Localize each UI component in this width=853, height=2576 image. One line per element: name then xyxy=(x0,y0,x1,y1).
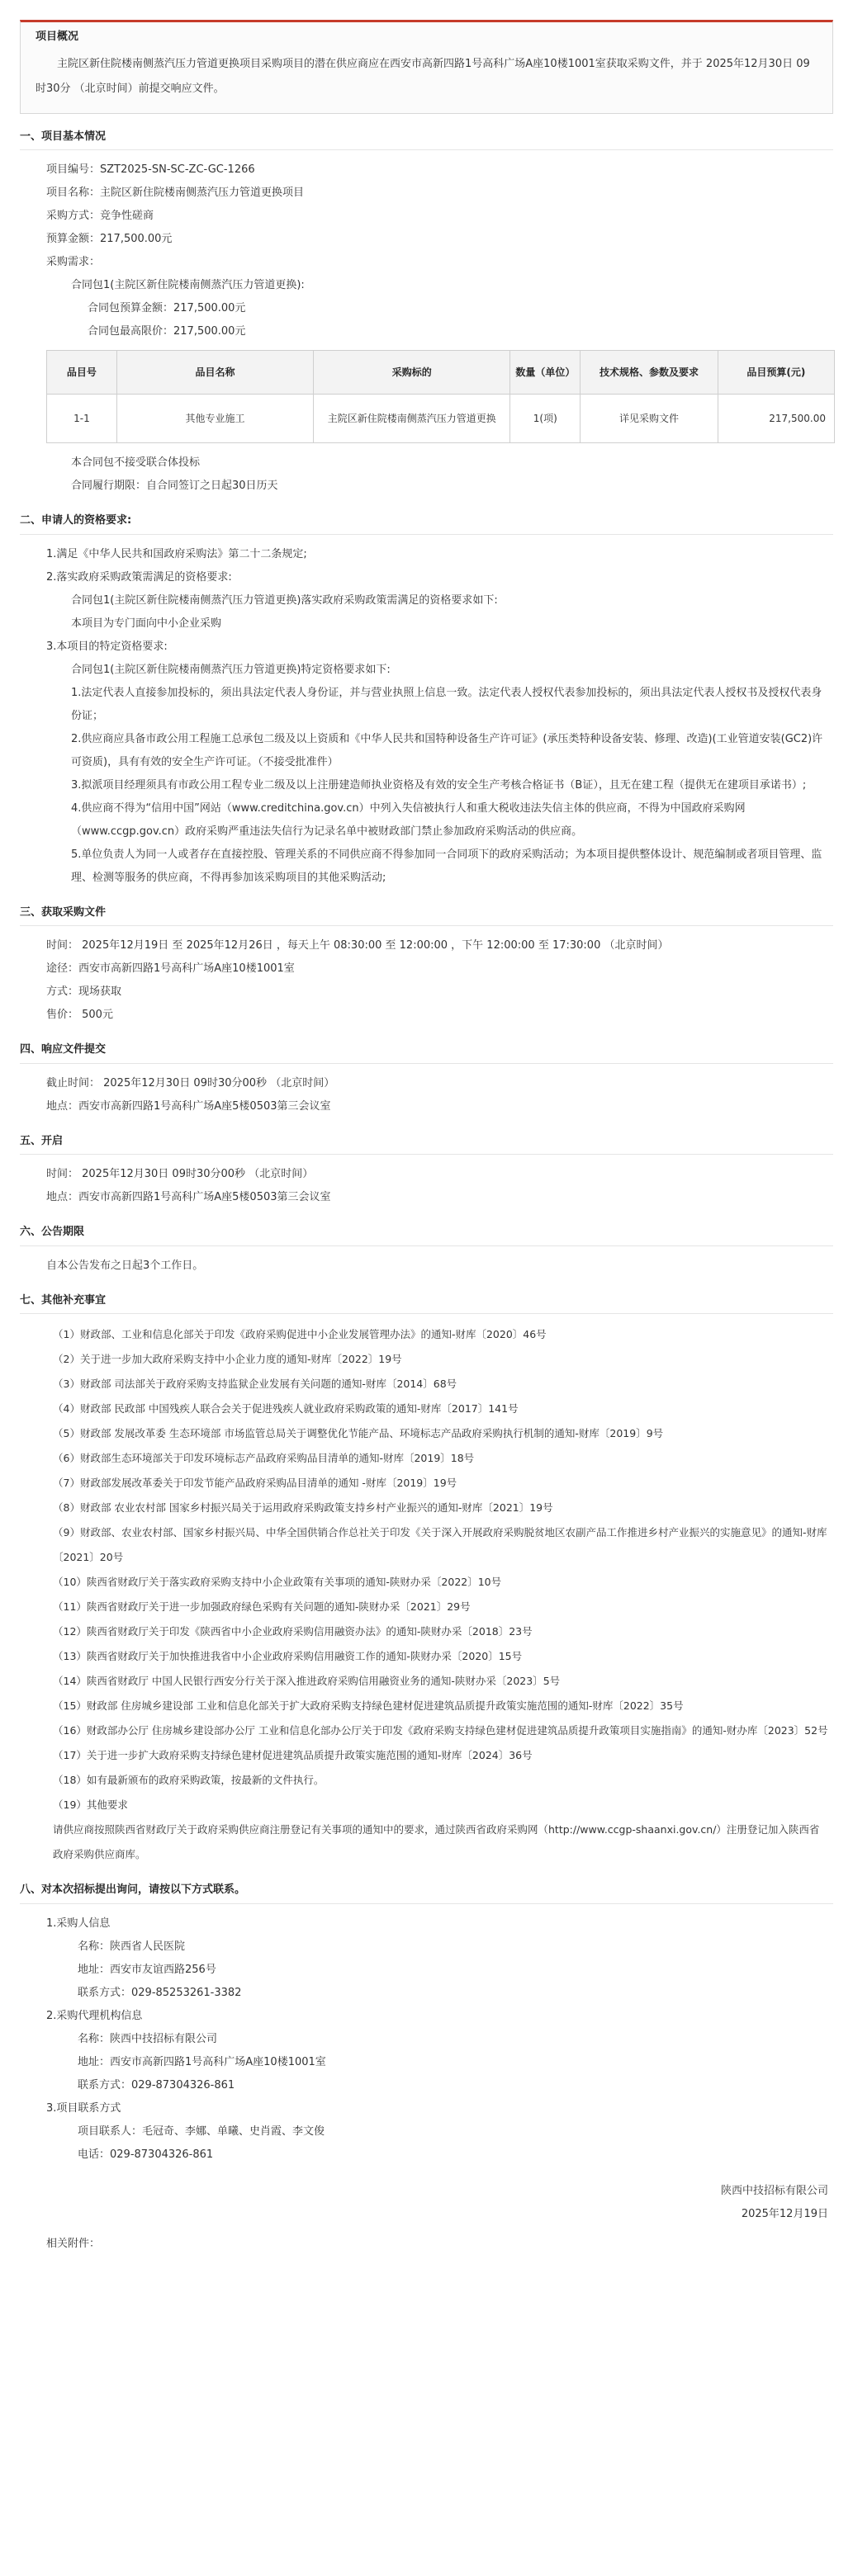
cell-quantity: 1(项) xyxy=(510,395,581,443)
qualification-item: 本项目为专门面向中小企业采购 xyxy=(71,617,222,630)
document-price: 售价： 500元 xyxy=(46,1009,113,1021)
policy-item: （15）财政部 住房城乡建设部 工业和信息化部关于扩大政府采购支持绿色建材促进建筑品质提升政策实施范围的通知-财库〔2022〕35号 xyxy=(53,1699,684,1712)
cell-item-name: 其他专业施工 xyxy=(116,395,313,443)
qualification-item: 合同包1(主院区新住院楼南侧蒸汽压力管道更换)特定资格要求如下: xyxy=(71,663,391,676)
buyer-phone: 联系方式：029-85253261-3382 xyxy=(78,1986,242,1999)
cell-item-no: 1-1 xyxy=(47,395,117,443)
submission-deadline: 截止时间： 2025年12月30日 09时30分00秒 （北京时间） xyxy=(46,1076,335,1089)
col-budget: 品目预算(元) xyxy=(718,351,834,395)
signature-org: 陕西中技招标有限公司 xyxy=(720,2184,828,2197)
project-number: 项目编号：SZT2025-SN-SC-ZC-GC-1266 xyxy=(46,163,255,176)
policy-item: （11）陕西省财政厅关于进一步加强政府绿色采购有关问题的通知-陕财办采〔2021〕29号 xyxy=(53,1600,471,1613)
announcement-page xyxy=(0,20,853,2252)
section-title: 一、项目基本情况 xyxy=(20,129,833,151)
section-title: 八、对本次招标提出询问，请按以下方式联系。 xyxy=(20,1882,833,1904)
project-name: 项目名称：主院区新住院楼南侧蒸汽压力管道更换项目 xyxy=(46,187,305,199)
agent-name: 名称：陕西中技招标有限公司 xyxy=(78,2032,218,2045)
procurement-method: 采购方式：竞争性磋商 xyxy=(46,210,154,222)
section-submission xyxy=(20,1042,833,1118)
submission-place: 地点：西安市高新四路1号高科广场A座5楼0503第三会议室 xyxy=(46,1099,331,1113)
qualification-item: 3.本项目的特定资格要求: xyxy=(46,640,168,653)
section-title: 二、申请人的资格要求: xyxy=(20,513,833,535)
section-obtain-documents xyxy=(20,905,833,1028)
policy-item: （7）财政部发展改革委关于印发节能产品政府采购品目清单的通知 -财库〔2019〕19号 xyxy=(53,1477,457,1489)
buyer-address: 地址：西安市友谊西路256号 xyxy=(78,1963,216,1976)
package-budget: 合同包预算金额：217,500.00元 xyxy=(88,302,246,314)
cell-budget: 217,500.00 xyxy=(718,395,834,443)
items-table xyxy=(46,350,835,443)
col-subject: 采购标的 xyxy=(314,351,510,395)
qualification-list xyxy=(20,543,833,890)
policy-list xyxy=(20,1322,833,1867)
policy-item: （1）财政部、工业和信息化部关于印发《政府采购促进中小企业发展管理办法》的通知-财库〔2020〕46号 xyxy=(53,1328,547,1340)
policy-item: （17）关于进一步扩大政府采购支持绿色建材促进建筑品质提升政策实施范围的通知-财库〔2024〕36号 xyxy=(53,1749,533,1761)
qualification-item: 1.法定代表人直接参加投标的，须出具法定代表人身份证，并与营业执照上信息一致。法定代表人授权代表参加投标的，须出具法定代表人授权书及授权代表身份证； xyxy=(71,686,822,722)
qualification-item: 2.供应商应具备市政公用工程施工总承包二级及以上资质和《中华人民共和国特种设备生产许可证》(承压类特种设备安装、修理、改造)(工业管道安装(GC2)许可资质)，具有有效的安全生产许可证。（不接受批准件） xyxy=(71,732,823,768)
project-phone: 电话：029-87304326-861 xyxy=(78,2148,214,2161)
signature-block xyxy=(20,2180,833,2226)
qualification-item: 5.单位负责人为同一人或者存在直接控股、管理关系的不同供应商不得参加同一合同项下的政府采购活动；为本项目提供整体设计、规范编制或者项目管理、监理、检测等服务的供应商，不得再参加该采购项目的其他采购活动; xyxy=(71,848,822,884)
buyer-info-heading: 1.采购人信息 xyxy=(46,1917,111,1930)
section-opening xyxy=(20,1133,833,1210)
qualification-item: 2.落实政府采购政策需满足的资格要求: xyxy=(46,570,232,584)
section-title: 四、响应文件提交 xyxy=(20,1042,833,1064)
overview-box xyxy=(20,20,833,114)
section-title: 三、获取采购文件 xyxy=(20,905,833,927)
contract-package: 合同包1(主院区新住院楼南侧蒸汽压力管道更换): xyxy=(71,279,305,291)
qualification-item: 4.供应商不得为“信用中国”网站（www.creditchina.gov.cn）中列入失信被执行人和重大税收违法失信主体的供应商，不得为中国政府采购网（www.ccgp.gov.cn）政府采购严重违法失信行为记录名单中被财政部门禁止参加政府采购活动的供应商。 xyxy=(71,801,746,838)
attachments-label: 相关附件： xyxy=(46,2237,101,2250)
col-spec: 技术规格、参数及要求 xyxy=(581,351,718,395)
policy-item: （6）财政部生态环境部关于印发环境标志产品政府采购品目清单的通知-财库〔2019〕18号 xyxy=(53,1452,475,1464)
qualification-item: 3.拟派项目经理须具有市政公用工程专业二级及以上注册建造师执业资格及有效的安全生产考核合格证书（B证），且无在建工程（提供无在建项目承诺书）; xyxy=(71,778,807,792)
buyer-name: 名称：陕西省人民医院 xyxy=(78,1940,186,1953)
policy-item: （9）财政部、农业农村部、国家乡村振兴局、中华全国供销合作总社关于印发《关于深入开展政府采购脱贫地区农副产品工作推进乡村产业振兴的实施意见》的通知-财库〔2021〕20号 xyxy=(53,1526,827,1563)
section-notice-period xyxy=(20,1224,833,1278)
section-basic-info xyxy=(20,129,833,499)
project-contacts: 项目联系人：毛冠奇、李娜、单曦、史肖霞、李文俊 xyxy=(78,2125,325,2138)
policy-item: （5）财政部 发展改革委 生态环境部 市场监管总局关于调整优化节能产品、环境标志产品政府采购执行机制的通知-财库〔2019〕9号 xyxy=(53,1427,664,1439)
policy-item: （13）陕西省财政厅关于加快推进我省中小企业政府采购信用融资工作的通知-陕财办采〔2020〕15号 xyxy=(53,1650,523,1662)
cell-spec: 详见采购文件 xyxy=(581,395,718,443)
obtain-mode: 方式：现场获取 xyxy=(46,985,122,998)
policy-item: （4）财政部 民政部 中国残疾人联合会关于促进残疾人就业政府采购政策的通知-财库〔2017〕141号 xyxy=(53,1402,519,1415)
procurement-demand: 采购需求： xyxy=(46,256,101,268)
col-quantity: 数量（单位） xyxy=(510,351,581,395)
policy-item: （10）陕西省财政厅关于落实政府采购支持中小企业政策有关事项的通知-陕财办采〔2022〕10号 xyxy=(53,1576,502,1588)
policy-item: （18）如有最新颁布的政府采购政策，按最新的文件执行。 xyxy=(53,1774,325,1786)
section-qualifications xyxy=(20,513,833,890)
opening-place: 地点：西安市高新四路1号高科广场A座5楼0503第三会议室 xyxy=(46,1191,331,1203)
package-max-price: 合同包最高限价：217,500.00元 xyxy=(88,325,246,338)
policy-item: （16）财政部办公厅 住房城乡建设部办公厅 工业和信息化部办公厅关于印发《政府采购支持绿色建材促进建筑品质提升政策项目实施指南》的通知-财办库〔2023〕52号 xyxy=(53,1724,828,1737)
cell-subject: 主院区新住院楼南侧蒸汽压力管道更换 xyxy=(314,395,510,443)
signature-date: 2025年12月19日 xyxy=(741,2207,828,2220)
policy-item: （3）财政部 司法部关于政府采购支持监狱企业发展有关问题的通知-财库〔2014〕68号 xyxy=(53,1378,457,1390)
qualification-item: 合同包1(主院区新住院楼南侧蒸汽压力管道更换)落实政府采购政策需满足的资格要求如下: xyxy=(71,593,498,607)
agent-info-heading: 2.采购代理机构信息 xyxy=(46,2009,143,2022)
table-row xyxy=(47,395,835,443)
budget-amount: 预算金额：217,500.00元 xyxy=(46,233,173,245)
section-title: 七、其他补充事宜 xyxy=(20,1293,833,1315)
col-item-no: 品目号 xyxy=(47,351,117,395)
agent-address: 地址：西安市高新四路1号高科广场A座10楼1001室 xyxy=(78,2055,326,2068)
policy-item: （14）陕西省财政厅 中国人民银行西安分行关于深入推进政府采购信用融资业务的通知-陕财办采〔2023〕5号 xyxy=(53,1675,561,1687)
section-title: 六、公告期限 xyxy=(20,1224,833,1246)
section-title: 五、开启 xyxy=(20,1133,833,1156)
section-supplementary xyxy=(20,1293,833,1868)
obtain-route: 途径：西安市高新四路1号高科广场A座10楼1001室 xyxy=(46,962,295,975)
contract-period: 合同履行期限：自合同签订之日起30日历天 xyxy=(71,480,278,492)
section-contacts xyxy=(20,1882,833,2167)
overview-title: 项目概况 xyxy=(36,31,79,43)
obtain-time: 时间： 2025年12月19日 至 2025年12月26日 ，每天上午 08:30:00 至 12:00:00 ，下午 12:00:00 至 17:30:00 （北京时间） xyxy=(46,939,669,952)
overview-text: 主院区新住院楼南侧蒸汽压力管道更换项目采购项目的潜在供应商应在西安市高新四路1号高科广场A座10楼1001室获取采购文件，并于 2025年12月30日 09时30分 （北京时间）前提交响应文件。 xyxy=(36,57,810,95)
notice-period-text: 自本公告发布之日起3个工作日。 xyxy=(46,1259,204,1272)
no-consortium-note: 本合同包不接受联合体投标 xyxy=(71,456,201,469)
policy-item: （2）关于进一步加大政府采购支持中小企业力度的通知-财库〔2022〕19号 xyxy=(53,1353,402,1365)
project-contact-heading: 3.项目联系方式 xyxy=(46,2101,121,2115)
qualification-item: 1.满足《中华人民共和国政府采购法》第二十二条规定; xyxy=(46,547,307,560)
policy-item: 请供应商按照陕西省财政厅关于政府采购供应商注册登记有关事项的通知中的要求，通过陕西省政府采购网（http://www.ccgp-shaanxi.gov.cn/）注册登记加入陕西省政府采购供应商库。 xyxy=(53,1823,820,1860)
table-header-row xyxy=(47,351,835,395)
policy-item: （12）陕西省财政厅关于印发《陕西省中小企业政府采购信用融资办法》的通知-陕财办采〔2018〕23号 xyxy=(53,1625,533,1638)
agent-phone: 联系方式：029-87304326-861 xyxy=(78,2078,235,2092)
policy-item: （8）财政部 农业农村部 国家乡村振兴局关于运用政府采购政策支持乡村产业振兴的通知-财库〔2021〕19号 xyxy=(53,1501,553,1514)
col-item-name: 品目名称 xyxy=(116,351,313,395)
opening-time: 时间： 2025年12月30日 09时30分00秒 （北京时间） xyxy=(46,1168,314,1180)
policy-item: （19）其他要求 xyxy=(53,1798,128,1811)
